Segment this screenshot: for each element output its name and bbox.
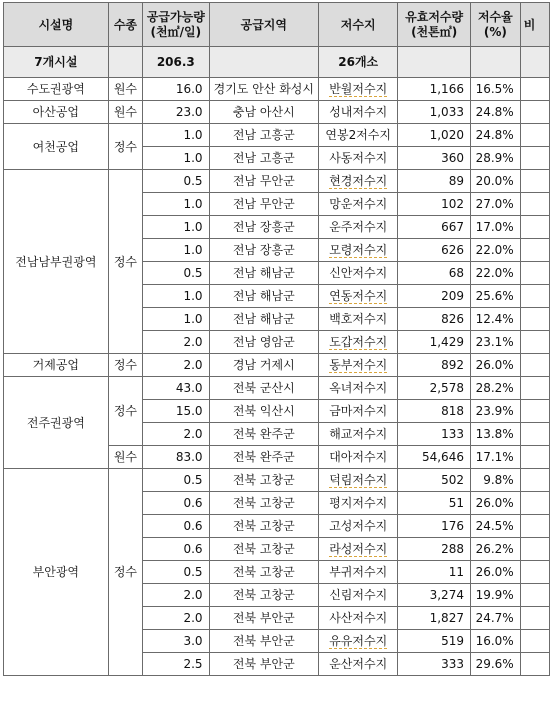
storage-cell: 11 <box>398 561 471 584</box>
area-cell: 전남 무안군 <box>209 193 319 216</box>
reservoir-name: 모령저수지 <box>329 243 388 257</box>
header-area: 공급지역 <box>209 3 319 47</box>
table-row <box>4 354 550 377</box>
rate-cell: 23.1% <box>470 331 520 354</box>
summary-row <box>4 47 550 78</box>
reservoir-cell <box>319 262 398 285</box>
note-cell <box>520 561 549 584</box>
summary-facility: 7개시설 <box>4 47 109 78</box>
capacity-cell: 2.0 <box>143 584 209 607</box>
area-cell: 전북 완주군 <box>209 446 319 469</box>
rate-cell: 22.0% <box>470 239 520 262</box>
facility-name <box>4 170 109 354</box>
facility-name <box>4 78 109 101</box>
summary-empty-cell <box>398 47 471 78</box>
facility-name-text: 거제공업 <box>32 358 80 372</box>
reservoir-name: 신안저수지 <box>329 266 388 280</box>
capacity-cell: 2.0 <box>143 354 209 377</box>
reservoir-cell <box>319 216 398 239</box>
note-cell <box>520 331 549 354</box>
reservoir-name: 백호저수지 <box>329 312 388 326</box>
rate-cell: 24.8% <box>470 101 520 124</box>
area-cell: 경기도 안산 화성시 <box>209 78 319 101</box>
reservoir-cell <box>319 331 398 354</box>
facility-name <box>4 124 109 170</box>
rate-cell: 28.2% <box>470 377 520 400</box>
capacity-cell: 1.0 <box>143 239 209 262</box>
header-note: 비 <box>520 3 549 47</box>
water-type: 원수 <box>108 78 142 101</box>
reservoir-cell <box>319 124 398 147</box>
table-row <box>4 78 550 101</box>
header-water-type: 수종 <box>108 3 142 47</box>
reservoir-table <box>3 2 550 676</box>
reservoir-name: 도갑저수지 <box>329 335 388 349</box>
capacity-cell: 15.0 <box>143 400 209 423</box>
header-capacity-line2: (천㎥/일) <box>150 25 202 39</box>
capacity-cell: 83.0 <box>143 446 209 469</box>
water-type: 정수 <box>108 170 142 354</box>
capacity-cell: 16.0 <box>143 78 209 101</box>
reservoir-cell <box>319 377 398 400</box>
header-rate-line1: 저수율 <box>477 10 513 24</box>
rate-cell: 19.9% <box>470 584 520 607</box>
water-type: 정수 <box>108 354 142 377</box>
reservoir-cell <box>319 147 398 170</box>
facility-name-text: 수도권광역 <box>26 82 85 96</box>
note-cell <box>520 653 549 676</box>
rate-cell: 9.8% <box>470 469 520 492</box>
note-cell <box>520 538 549 561</box>
facility-name <box>4 354 109 377</box>
reservoir-name: 부귀저수지 <box>329 565 388 579</box>
rate-cell: 26.0% <box>470 492 520 515</box>
water-type: 원수 <box>108 446 142 469</box>
header-reservoir: 저수지 <box>319 3 398 47</box>
rate-cell: 23.9% <box>470 400 520 423</box>
note-cell <box>520 147 549 170</box>
reservoir-name: 라성저수지 <box>329 542 388 556</box>
reservoir-cell <box>319 584 398 607</box>
note-cell <box>520 239 549 262</box>
table-row <box>4 377 550 400</box>
area-cell: 전남 무안군 <box>209 170 319 193</box>
storage-cell: 667 <box>398 216 471 239</box>
capacity-cell: 1.0 <box>143 308 209 331</box>
note-cell <box>520 607 549 630</box>
note-cell <box>520 469 549 492</box>
summary-empty-cell <box>470 47 520 78</box>
reservoir-cell <box>319 78 398 101</box>
facility-name-text: 전주권광역 <box>26 415 85 430</box>
rate-cell: 25.6% <box>470 285 520 308</box>
note-cell <box>520 630 549 653</box>
rate-cell: 26.0% <box>470 561 520 584</box>
water-type: 정수 <box>108 377 142 446</box>
capacity-cell: 23.0 <box>143 101 209 124</box>
reservoir-name: 연봉2저수지 <box>325 128 391 142</box>
note-cell <box>520 423 549 446</box>
summary-empty-cell <box>520 47 549 78</box>
summary-empty-cell <box>108 47 142 78</box>
summary-reservoir: 26개소 <box>319 47 398 78</box>
reservoir-name: 운주저수지 <box>329 220 388 234</box>
reservoir-name: 평지저수지 <box>329 496 388 510</box>
storage-cell: 360 <box>398 147 471 170</box>
header-row <box>4 3 550 47</box>
rate-cell: 26.0% <box>470 354 520 377</box>
reservoir-name: 해교저수지 <box>329 427 388 441</box>
reservoir-name: 운산저수지 <box>329 657 388 671</box>
area-cell: 전남 영암군 <box>209 331 319 354</box>
rate-cell: 24.7% <box>470 607 520 630</box>
capacity-cell: 0.5 <box>143 561 209 584</box>
facility-name-text: 여천공업 <box>32 139 80 154</box>
reservoir-name: 현경저수지 <box>329 174 388 188</box>
capacity-cell: 2.0 <box>143 423 209 446</box>
area-cell: 전남 해남군 <box>209 285 319 308</box>
header-storage-line2: (천톤㎥) <box>411 25 458 39</box>
reservoir-name: 사동저수지 <box>329 151 388 165</box>
note-cell <box>520 515 549 538</box>
reservoir-name: 반월저수지 <box>329 82 388 96</box>
note-cell <box>520 101 549 124</box>
capacity-cell: 1.0 <box>143 147 209 170</box>
reservoir-cell <box>319 561 398 584</box>
reservoir-cell <box>319 101 398 124</box>
note-cell <box>520 124 549 147</box>
area-cell: 전북 고창군 <box>209 538 319 561</box>
reservoir-cell <box>319 423 398 446</box>
capacity-cell: 1.0 <box>143 285 209 308</box>
area-cell: 전남 해남군 <box>209 308 319 331</box>
summary-empty-cell <box>209 47 319 78</box>
area-cell: 전남 장흥군 <box>209 239 319 262</box>
area-cell: 전북 고창군 <box>209 561 319 584</box>
area-cell: 전북 고창군 <box>209 515 319 538</box>
rate-cell: 28.9% <box>470 147 520 170</box>
reservoir-cell <box>319 285 398 308</box>
table-row <box>4 124 550 147</box>
storage-cell: 1,827 <box>398 607 471 630</box>
note-cell <box>520 216 549 239</box>
storage-cell: 68 <box>398 262 471 285</box>
rate-cell: 16.5% <box>470 78 520 101</box>
capacity-cell: 0.6 <box>143 515 209 538</box>
reservoir-cell <box>319 653 398 676</box>
reservoir-name: 대아저수지 <box>329 450 388 464</box>
area-cell: 전남 고흥군 <box>209 147 319 170</box>
area-cell: 전북 완주군 <box>209 423 319 446</box>
reservoir-name: 옥녀저수지 <box>329 381 388 395</box>
area-cell: 전북 군산시 <box>209 377 319 400</box>
storage-cell: 288 <box>398 538 471 561</box>
reservoir-name: 덕림저수지 <box>329 473 388 487</box>
header-facility: 시설명 <box>4 3 109 47</box>
storage-cell: 2,578 <box>398 377 471 400</box>
storage-cell: 1,166 <box>398 78 471 101</box>
reservoir-cell <box>319 515 398 538</box>
area-cell: 전북 부안군 <box>209 630 319 653</box>
capacity-cell: 0.5 <box>143 170 209 193</box>
storage-cell: 54,646 <box>398 446 471 469</box>
area-cell: 전북 부안군 <box>209 607 319 630</box>
header-rate <box>470 3 520 47</box>
table-row <box>4 101 550 124</box>
rate-cell: 26.2% <box>470 538 520 561</box>
area-cell: 전남 장흥군 <box>209 216 319 239</box>
water-type: 정수 <box>108 469 142 676</box>
capacity-cell: 0.6 <box>143 538 209 561</box>
note-cell <box>520 193 549 216</box>
storage-cell: 502 <box>398 469 471 492</box>
area-cell: 전남 해남군 <box>209 262 319 285</box>
reservoir-name: 신림저수지 <box>329 588 388 602</box>
reservoir-cell <box>319 492 398 515</box>
water-type: 정수 <box>108 124 142 170</box>
note-cell <box>520 400 549 423</box>
reservoir-cell <box>319 607 398 630</box>
capacity-cell: 43.0 <box>143 377 209 400</box>
reservoir-cell <box>319 446 398 469</box>
facility-name-text: 부안광역 <box>32 565 80 579</box>
rate-cell: 22.0% <box>470 262 520 285</box>
rate-cell: 24.5% <box>470 515 520 538</box>
reservoir-cell <box>319 469 398 492</box>
table-row <box>4 170 550 193</box>
note-cell <box>520 354 549 377</box>
header-capacity <box>143 3 209 47</box>
capacity-cell: 1.0 <box>143 216 209 239</box>
rate-cell: 20.0% <box>470 170 520 193</box>
reservoir-cell <box>319 239 398 262</box>
note-cell <box>520 285 549 308</box>
capacity-cell: 1.0 <box>143 193 209 216</box>
reservoir-cell <box>319 193 398 216</box>
rate-cell: 24.8% <box>470 124 520 147</box>
area-cell: 전남 고흥군 <box>209 124 319 147</box>
storage-cell: 892 <box>398 354 471 377</box>
note-cell <box>520 446 549 469</box>
storage-cell: 826 <box>398 308 471 331</box>
storage-cell: 1,033 <box>398 101 471 124</box>
capacity-cell: 3.0 <box>143 630 209 653</box>
area-cell: 전북 고창군 <box>209 584 319 607</box>
area-cell: 전북 고창군 <box>209 469 319 492</box>
rate-cell: 13.8% <box>470 423 520 446</box>
reservoir-cell <box>319 170 398 193</box>
note-cell <box>520 308 549 331</box>
reservoir-name: 연동저수지 <box>329 289 388 303</box>
storage-cell: 51 <box>398 492 471 515</box>
header-storage-line1: 유효저수량 <box>405 10 464 24</box>
area-cell: 전북 부안군 <box>209 653 319 676</box>
storage-cell: 1,429 <box>398 331 471 354</box>
rate-cell: 17.1% <box>470 446 520 469</box>
facility-name-text: 전남남부권광역 <box>15 254 97 269</box>
reservoir-name: 사산저수지 <box>329 611 388 625</box>
summary-capacity: 206.3 <box>143 47 209 78</box>
area-cell: 경남 거제시 <box>209 354 319 377</box>
area-cell: 전북 고창군 <box>209 492 319 515</box>
facility-name <box>4 101 109 124</box>
header-rate-line2: (%) <box>483 25 507 39</box>
capacity-cell: 2.0 <box>143 331 209 354</box>
storage-cell: 133 <box>398 423 471 446</box>
rate-cell: 27.0% <box>470 193 520 216</box>
capacity-cell: 2.5 <box>143 653 209 676</box>
rate-cell: 12.4% <box>470 308 520 331</box>
storage-cell: 102 <box>398 193 471 216</box>
storage-cell: 89 <box>398 170 471 193</box>
header-storage <box>398 3 471 47</box>
reservoir-name: 망운저수지 <box>329 197 388 211</box>
note-cell <box>520 78 549 101</box>
area-cell: 전북 익산시 <box>209 400 319 423</box>
rate-cell: 29.6% <box>470 653 520 676</box>
reservoir-cell <box>319 630 398 653</box>
reservoir-cell <box>319 400 398 423</box>
water-type: 원수 <box>108 101 142 124</box>
storage-cell: 209 <box>398 285 471 308</box>
area-cell: 충남 아산시 <box>209 101 319 124</box>
facility-name <box>4 377 109 469</box>
facility-name-text: 아산공업 <box>32 105 80 119</box>
capacity-cell: 2.0 <box>143 607 209 630</box>
storage-cell: 818 <box>398 400 471 423</box>
capacity-cell: 1.0 <box>143 124 209 147</box>
reservoir-name: 성내저수지 <box>329 105 388 119</box>
rate-cell: 17.0% <box>470 216 520 239</box>
capacity-cell: 0.5 <box>143 469 209 492</box>
storage-cell: 1,020 <box>398 124 471 147</box>
note-cell <box>520 262 549 285</box>
capacity-cell: 0.6 <box>143 492 209 515</box>
capacity-cell: 0.5 <box>143 262 209 285</box>
note-cell <box>520 584 549 607</box>
storage-cell: 519 <box>398 630 471 653</box>
storage-cell: 176 <box>398 515 471 538</box>
reservoir-name: 금마저수지 <box>329 404 388 418</box>
reservoir-name: 고성저수지 <box>329 519 388 533</box>
reservoir-cell <box>319 308 398 331</box>
facility-name <box>4 469 109 676</box>
note-cell <box>520 377 549 400</box>
rate-cell: 16.0% <box>470 630 520 653</box>
reservoir-cell <box>319 354 398 377</box>
storage-cell: 626 <box>398 239 471 262</box>
note-cell <box>520 170 549 193</box>
reservoir-name: 동부저수지 <box>329 358 388 372</box>
storage-cell: 3,274 <box>398 584 471 607</box>
reservoir-name: 유유저수지 <box>329 634 388 648</box>
note-cell <box>520 492 549 515</box>
storage-cell: 333 <box>398 653 471 676</box>
header-capacity-line1: 공급가능량 <box>146 10 205 24</box>
table-row <box>4 469 550 492</box>
reservoir-cell <box>319 538 398 561</box>
